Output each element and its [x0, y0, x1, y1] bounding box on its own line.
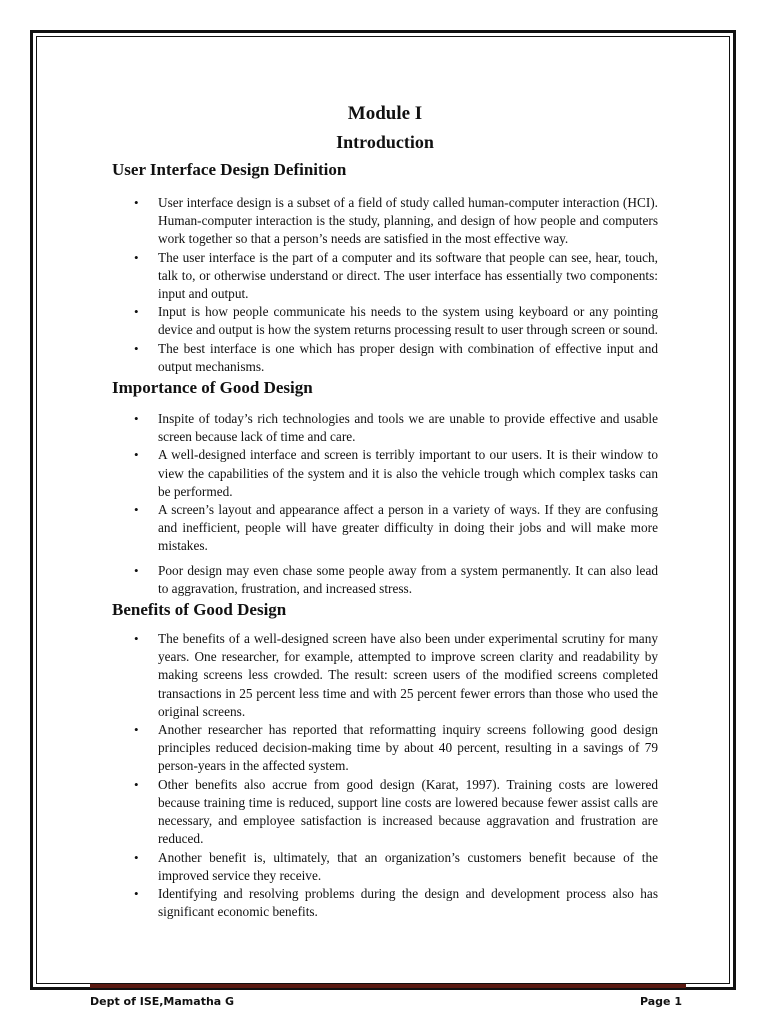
page-title: Introduction — [336, 132, 434, 152]
list-item — [112, 562, 658, 598]
page-number: Page 1 — [639, 995, 682, 1008]
module-heading: Module I — [347, 103, 423, 124]
list-item-text: The best interface is one which has proper design with combination of effective input and output mechanisms. — [158, 340, 658, 374]
bullet-list-ui-design-definition — [112, 194, 658, 376]
list-item-text: A screen’s layout and appearance affect a person in a variety of ways. If they are confusing and inefficient, people will have greater difficulty in doing their jobs and will make more mistakes. — [158, 502, 658, 554]
bullet-icon: • — [134, 411, 139, 427]
bullet-icon: • — [134, 885, 139, 901]
page-content — [112, 102, 658, 921]
list-item-text: A well-designed interface and screen is terribly important to our users. It is their window to view the capabilities of the system and it is also the vehicle trough which complex tasks can be performed. — [158, 447, 658, 499]
list-item-text: Another researcher has reported that reformatting inquiry screens following good design principles reduced decision-making time by about 40 percent, resulting in a savings of 79 person-years in the affected system. — [158, 722, 658, 774]
footer-department: Dept of ISE,Mamatha G — [90, 995, 235, 1008]
bullet-icon: • — [134, 722, 139, 738]
list-item — [112, 446, 658, 501]
list-item — [112, 303, 658, 339]
list-item-text: Input is how people communicate his needs to the system using keyboard or any pointing device and output is how the system returns processing result to user through screen or sound. — [158, 304, 659, 338]
bullet-icon: • — [134, 447, 139, 463]
list-item — [112, 194, 658, 249]
list-item-text: Identifying and resolving problems during the design and development process also has significant economic benefits. — [158, 885, 658, 920]
section-title-importance-of-good-design: Importance of Good Design — [112, 378, 313, 398]
list-item-text: The benefits of a well-designed screen have also been under experimental scrutiny for many years. One researcher, for example, attempted to improve screen clarity and readability by making screens less crowded. The result: screen users of the modified screens completed transactions in 25 percent less time and with 25 percent fewer errors than those who used the original screens. — [158, 631, 658, 719]
list-item — [112, 849, 658, 885]
footer-divider — [90, 984, 686, 988]
list-item — [112, 630, 658, 721]
section-title-ui-design-definition: User Interface Design Definition — [112, 160, 347, 179]
list-item-text: Inspite of today’s rich technologies and tools we are unable to provide effective and usable screen because lack of time and care. — [158, 411, 658, 445]
section-title-benefits-of-good-design: Benefits of Good Design — [112, 600, 287, 620]
bullet-icon: • — [134, 776, 139, 792]
bullet-icon: • — [134, 304, 139, 320]
list-item-text: Another benefit is, ultimately, that an organization’s customers benefit because of the improved service they receive. — [158, 849, 658, 883]
list-item — [112, 776, 658, 849]
list-item — [112, 501, 658, 556]
bullet-icon: • — [134, 340, 139, 356]
bullet-list-benefits-of-good-design — [112, 630, 658, 921]
list-item — [112, 249, 658, 304]
list-item — [112, 410, 658, 446]
list-item-text: Poor design may even chase some people away from a system permanently. It can also lead to aggravation, frustration, and increased stress. — [158, 562, 658, 596]
bullet-icon: • — [134, 249, 139, 265]
list-item — [112, 885, 658, 921]
bullet-list-importance-of-good-design — [112, 410, 658, 598]
bullet-icon: • — [134, 562, 139, 578]
bullet-icon: • — [134, 849, 139, 865]
list-item-text: User interface design is a subset of a field of study called human-computer interaction (HCI). Human-computer interaction is the study, planning, and design of how people and computers work together so that a person’s needs are satisfied in the most effective way. — [158, 195, 658, 247]
list-item-text: The user interface is the part of a computer and its software that people can see, hear, touch, talk to, or otherwise understand or direct. The user interface has essentially two components: input and output. — [158, 249, 658, 302]
list-item-text: Other benefits also accrue from good design (Karat, 1997). Training costs are lowered because training time is reduced, support line costs are lowered because fewer assist calls are necessary, and employee satisfaction is increased because aggravation and frustration are reduced. — [158, 776, 658, 847]
bullet-icon: • — [134, 502, 139, 518]
bullet-icon: • — [134, 631, 139, 647]
list-item — [112, 721, 658, 776]
list-item — [112, 340, 658, 376]
bullet-icon: • — [134, 195, 139, 210]
